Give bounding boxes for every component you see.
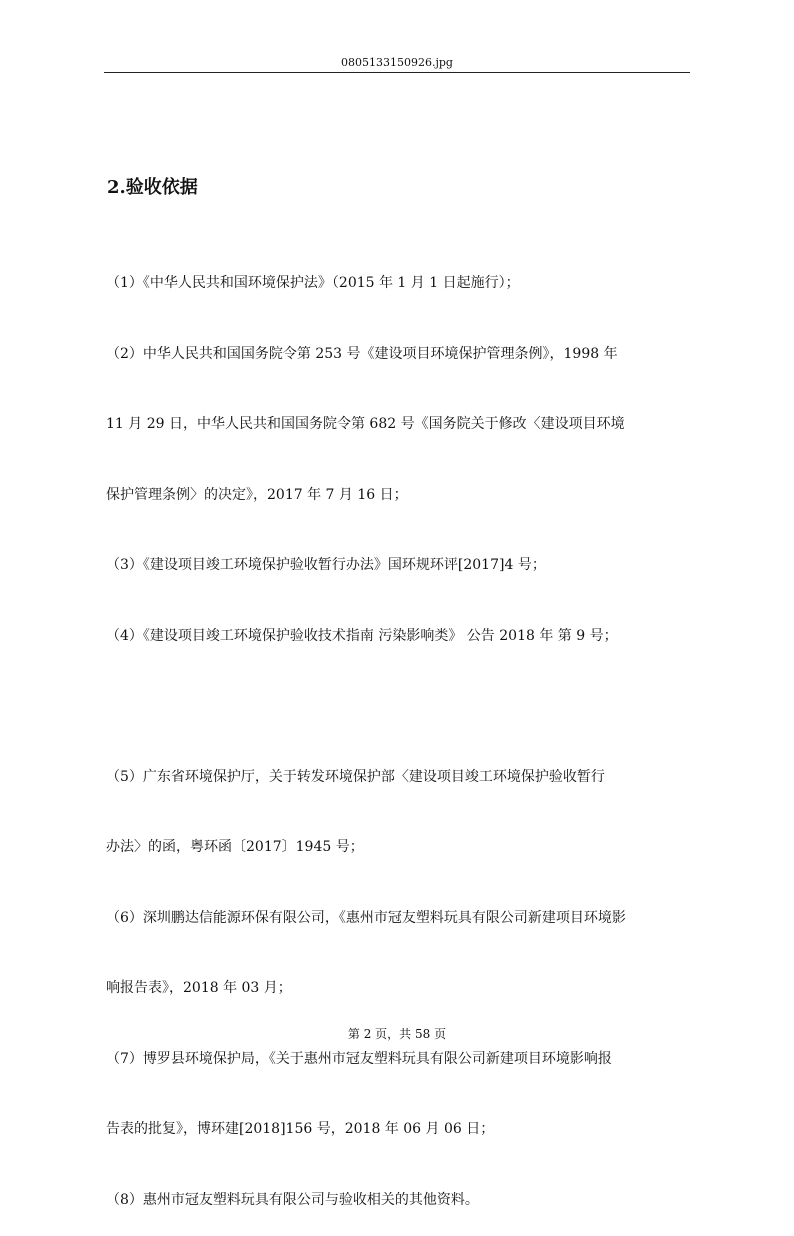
basis-line-10: 响报告表》，2018 年 03 月； bbox=[106, 980, 292, 996]
page-header-filename: 0805133150926.jpg bbox=[341, 56, 453, 69]
basis-line-3: 11 月 29 日，中华人民共和国国务院令第 682 号《国务院关于修改〈建设项目环境 bbox=[106, 416, 625, 432]
basis-line-1: （1）《中华人民共和国环境保护法》（2015 年 1 月 1 日起施行）； bbox=[106, 275, 520, 291]
header-divider bbox=[104, 72, 690, 73]
basis-line-9: （6）深圳鹏达信能源环保有限公司，《惠州市冠友塑料玩具有限公司新建项目环境影 bbox=[106, 909, 626, 926]
basis-list bbox=[106, 225, 692, 1236]
blank-line bbox=[106, 695, 692, 719]
basis-line-8: 办法〉的函，粤环函〔2017〕1945 号； bbox=[106, 839, 364, 855]
basis-line-13: （8）惠州市冠友塑料玩具有限公司与验收相关的其他资料。 bbox=[106, 1191, 479, 1208]
basis-line-11: （7）博罗县环境保护局，《关于惠州市冠友塑料玩具有限公司新建项目环境影响报 bbox=[106, 1050, 612, 1067]
basis-line-12: 告表的批复》，博环建[2018]156 号，2018 年 06 月 06 日； bbox=[106, 1121, 495, 1137]
basis-line-5: （3）《建设项目竣工环境保护验收暂行办法》国环规环评[2017]4 号； bbox=[106, 557, 546, 573]
page-footer: 第 2 页，共 58 页 bbox=[347, 1027, 447, 1041]
basis-line-4: 保护管理条例〉的决定》，2017 年 7 月 16 日； bbox=[106, 486, 408, 503]
basis-line-6: （4）《建设项目竣工环境保护验收技术指南 污染影响类》 公告 2018 年 第 9 号； bbox=[106, 627, 618, 644]
basis-line-7: （5）广东省环境保护厅，关于转发环境保护部〈建设项目竣工环境保护验收暂行 bbox=[106, 768, 605, 785]
basis-line-2: （2）中华人民共和国国务院令第 253 号《建设项目环境保护管理条例》，1998 年 bbox=[106, 345, 618, 362]
section-title: 2.验收依据 bbox=[107, 177, 198, 198]
